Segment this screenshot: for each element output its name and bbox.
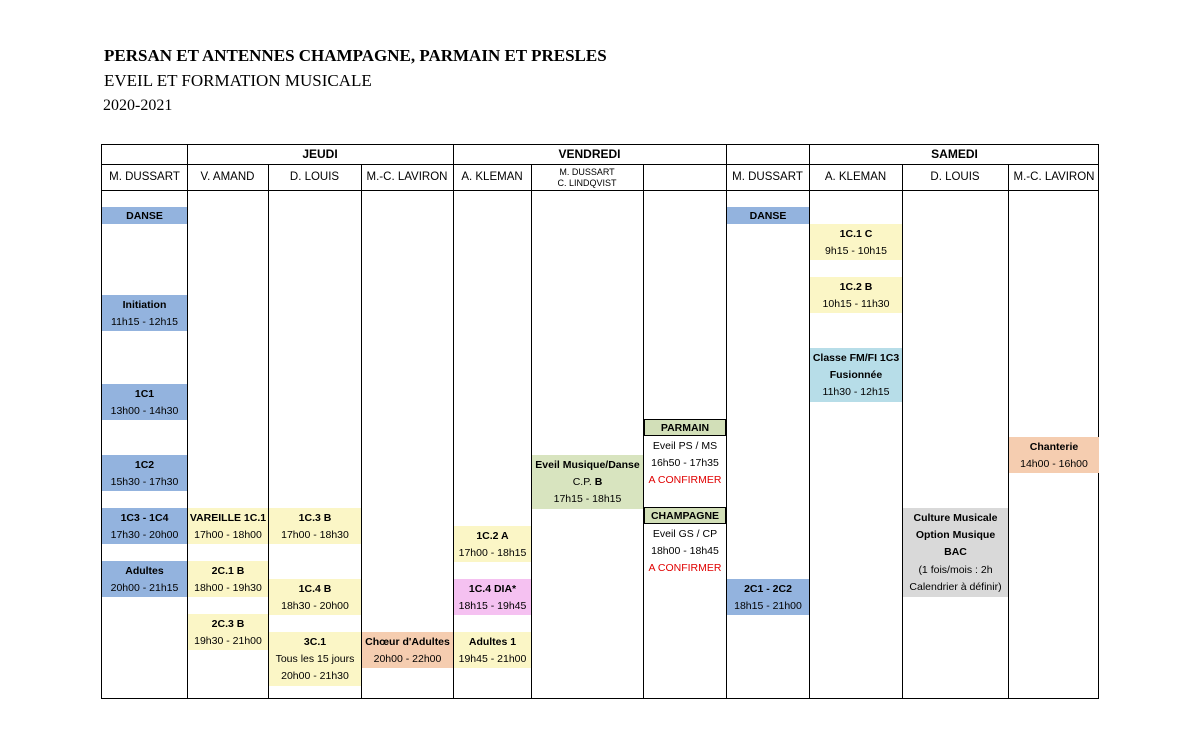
teacher-header: D. LOUIS: [289, 171, 340, 183]
class-time: 16h50 - 17h35: [651, 456, 719, 469]
grid-line: [268, 164, 269, 698]
class-block-danse: [102, 207, 187, 224]
class-subtitle: BAC: [944, 546, 967, 559]
teacher-header: A. KLEMAN: [824, 171, 887, 183]
class-time: 18h15 - 21h00: [734, 599, 802, 612]
class-title: 1C3 - 1C4: [120, 511, 169, 524]
class-title: 1C.4 B: [298, 582, 332, 595]
class-block-1c2: [102, 455, 187, 491]
class-time: 17h00 - 18h30: [281, 528, 349, 541]
class-note: (1 fois/mois : 2h: [918, 563, 993, 576]
class-block-1c4dia: [454, 579, 531, 615]
teacher-header: V. AMAND: [200, 171, 255, 183]
class-block-1c2a: [454, 526, 531, 562]
teacher-header: M.-C. LAVIRON: [366, 171, 448, 183]
class-block-chanterie: [1009, 437, 1099, 473]
antenna-title: PARMAIN: [660, 421, 710, 434]
class-time: 17h30 - 20h00: [110, 528, 179, 541]
class-block-initiation: [102, 295, 187, 331]
class-note: Calendrier à définir): [909, 581, 1002, 594]
grid-line: [1008, 164, 1009, 698]
class-block-adultes: [102, 561, 187, 597]
class-title: Classe FM/FI 1C3: [812, 351, 900, 364]
teacher-header: D. LOUIS: [930, 171, 980, 183]
class-time: 10h15 - 11h30: [822, 297, 890, 310]
class-subtitle: Fusionnée: [829, 368, 883, 381]
class-title: 1C1: [134, 387, 155, 400]
class-block-3c1: [269, 632, 361, 686]
class-block-danse-samedi: [727, 207, 809, 224]
class-block-2c1b: [188, 561, 268, 597]
class-block-1c4b: [269, 579, 361, 615]
grid-line: [726, 145, 727, 698]
class-time: 20h00 - 21h15: [110, 581, 179, 594]
class-block-culture-musicale: [903, 508, 1008, 597]
class-title: DANSE: [749, 209, 787, 222]
class-title: Eveil Musique/Danse: [535, 458, 640, 471]
class-title: 1C.2 A: [476, 529, 509, 542]
class-time: 11h15 - 12h15: [111, 315, 178, 328]
class-title: VAREILLE 1C.1: [189, 511, 267, 524]
class-time: 19h30 - 21h00: [194, 634, 262, 647]
class-time: 13h00 - 14h30: [110, 404, 179, 417]
antenna-header-parmain: [644, 419, 726, 436]
teacher-header: A. KLEMAN: [461, 171, 523, 183]
status-note: A CONFIRMER: [648, 562, 722, 575]
class-time: 18h00 - 18h45: [651, 544, 719, 557]
grid-line: [102, 190, 1098, 191]
class-note: Tous les 15 jours: [275, 652, 355, 665]
grid-line: [531, 164, 532, 698]
class-block-1c1c: [810, 224, 902, 260]
grid-line: [902, 164, 903, 698]
class-title: DANSE: [126, 209, 163, 222]
class-block-1c3b: [269, 508, 361, 544]
antenna-title: CHAMPAGNE: [650, 509, 720, 522]
grid-line: [453, 145, 454, 698]
antenna-header-champagne: [644, 507, 726, 524]
class-title: 1C2: [134, 458, 155, 471]
class-block-adultes1: [454, 632, 531, 668]
class-title: Adultes: [125, 564, 164, 577]
day-header-jeudi: JEUDI: [302, 147, 338, 161]
class-time: 20h00 - 21h30: [281, 670, 349, 683]
class-time: 14h00 - 16h00: [1020, 457, 1088, 470]
class-title: Initiation: [122, 298, 167, 311]
day-header-vendredi: VENDREDI: [558, 147, 621, 161]
class-block-2c1-2c2: [727, 579, 809, 615]
class-title: 2C.3 B: [211, 617, 245, 630]
class-time: 17h00 - 18h15: [458, 546, 527, 559]
class-time: 18h30 - 20h00: [281, 599, 349, 612]
class-block-1c1: [102, 384, 187, 420]
class-title: 1C.2 B: [839, 280, 873, 293]
schedule-grid: [101, 144, 1099, 699]
class-block-parmain: [644, 436, 726, 490]
class-time: 17h15 - 18h15: [553, 493, 622, 506]
class-subtitle: Option Musique: [915, 529, 996, 542]
class-title: Chanterie: [1029, 440, 1079, 453]
class-time: 15h30 - 17h30: [110, 475, 179, 488]
class-title: Culture Musicale: [913, 511, 998, 524]
class-time: 9h15 - 10h15: [825, 244, 887, 257]
teacher-header: M. DUSSART: [732, 171, 803, 183]
class-block-1c2b: [810, 277, 902, 313]
class-subtitle: [573, 476, 603, 488]
teacher-header: [643, 165, 726, 190]
day-header-samedi: SAMEDI: [931, 147, 978, 161]
class-title: 2C.1 B: [211, 564, 245, 577]
class-title: 1C.3 B: [298, 511, 332, 524]
class-time: 18h15 - 19h45: [458, 599, 527, 612]
teacher-header-dual: [531, 165, 643, 190]
class-title: Eveil GS / CP: [652, 527, 718, 540]
class-level: C.P.: [572, 475, 595, 488]
class-block-classe-fm: [810, 348, 902, 402]
class-block-1c3-1c4: [102, 508, 187, 544]
status-note: A CONFIRMER: [648, 474, 722, 487]
school-title: PERSAN ET ANTENNES CHAMPAGNE, PARMAIN ET PRESLES: [104, 46, 607, 65]
teacher-header: M.-C. LAVIRON: [1013, 171, 1095, 183]
class-group: B: [594, 475, 603, 488]
grid-line: [361, 164, 362, 698]
class-time: 20h00 - 22h00: [373, 652, 442, 665]
class-time: 18h00 - 19h30: [194, 581, 262, 594]
program-title: EVEIL ET FORMATION MUSICALE: [104, 71, 372, 90]
class-title: 2C1 - 2C2: [744, 582, 792, 595]
class-block-2c3b: [188, 614, 268, 650]
class-title: 3C.1: [303, 635, 327, 648]
teacher-name: M. DUSSART: [559, 166, 615, 177]
class-time: 17h00 - 18h00: [194, 528, 262, 541]
class-title: 1C.4 DIA*: [468, 582, 517, 595]
class-block-vareille: [188, 508, 268, 544]
class-block-choeur: [362, 632, 453, 668]
class-title: Adultes 1: [468, 635, 517, 648]
class-block-champagne: [644, 524, 726, 578]
teacher-name: C. LINDQVIST: [557, 177, 617, 188]
school-year: 2020-2021: [103, 97, 173, 114]
class-title: Chœur d'Adultes: [365, 635, 450, 648]
teacher-header: M. DUSSART: [109, 171, 180, 183]
class-block-eveil-musique: [532, 455, 643, 509]
class-time: 19h45 - 21h00: [458, 652, 527, 665]
class-title: 1C.1 C: [839, 227, 873, 240]
class-time: 11h30 - 12h15: [822, 386, 890, 399]
class-title: Eveil PS / MS: [652, 439, 718, 452]
